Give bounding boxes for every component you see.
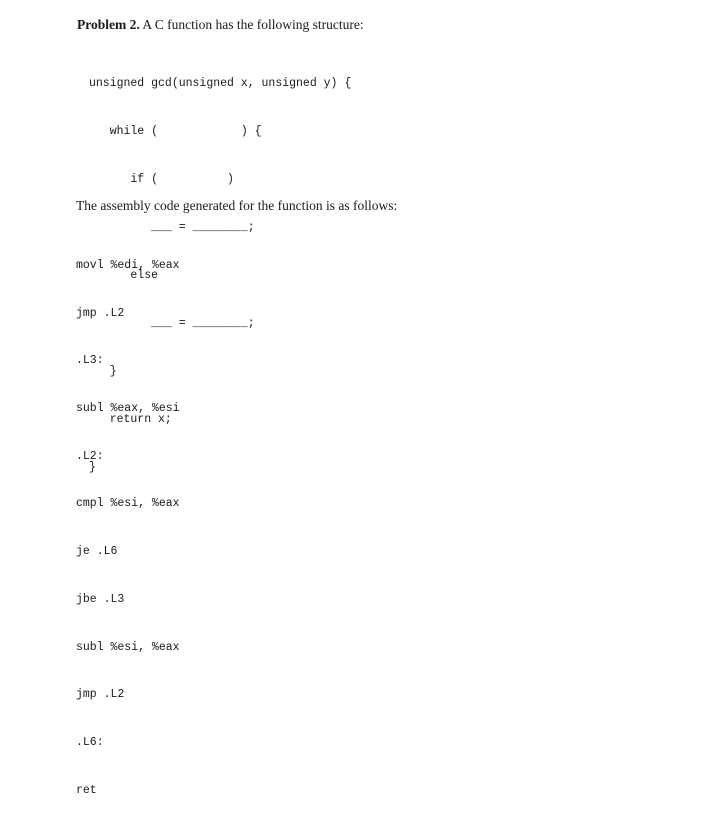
code-line: unsigned gcd(unsigned x, unsigned y) { (89, 77, 352, 90)
problem-statement: A C function has the following structure: (142, 17, 364, 32)
code-line: if ( ) (89, 173, 234, 186)
code-line: ___ = ________; (89, 317, 255, 330)
code-line: } (89, 365, 117, 378)
code-line: } (89, 461, 96, 474)
asm-line: .L2: (76, 449, 104, 463)
problem-heading (77, 17, 364, 33)
asm-line: subl %eax, %esi (76, 401, 180, 415)
asm-line: jmp .L2 (76, 688, 125, 702)
asm-line: ret (76, 783, 97, 797)
code-line: ___ = ________; (89, 221, 255, 234)
asm-line: cmpl %esi, %eax (76, 497, 180, 511)
problem-label: Problem 2. (77, 17, 140, 32)
asm-line: je .L6 (76, 545, 118, 559)
code-line: return x; (89, 413, 172, 426)
code-line: else (89, 269, 159, 282)
asm-line: jmp .L2 (76, 306, 125, 320)
asm-line: subl %esi, %eax (76, 640, 180, 654)
assembly-code-block (76, 226, 180, 815)
code-line: while ( ) { (89, 125, 262, 138)
asm-line: movl %edi, %eax (76, 258, 180, 272)
asm-line: jbe .L3 (76, 592, 125, 606)
asm-line: .L3: (76, 354, 104, 368)
assembly-intro: The assembly code generated for the function is as follows: (76, 198, 398, 213)
asm-line: .L6: (76, 736, 104, 749)
